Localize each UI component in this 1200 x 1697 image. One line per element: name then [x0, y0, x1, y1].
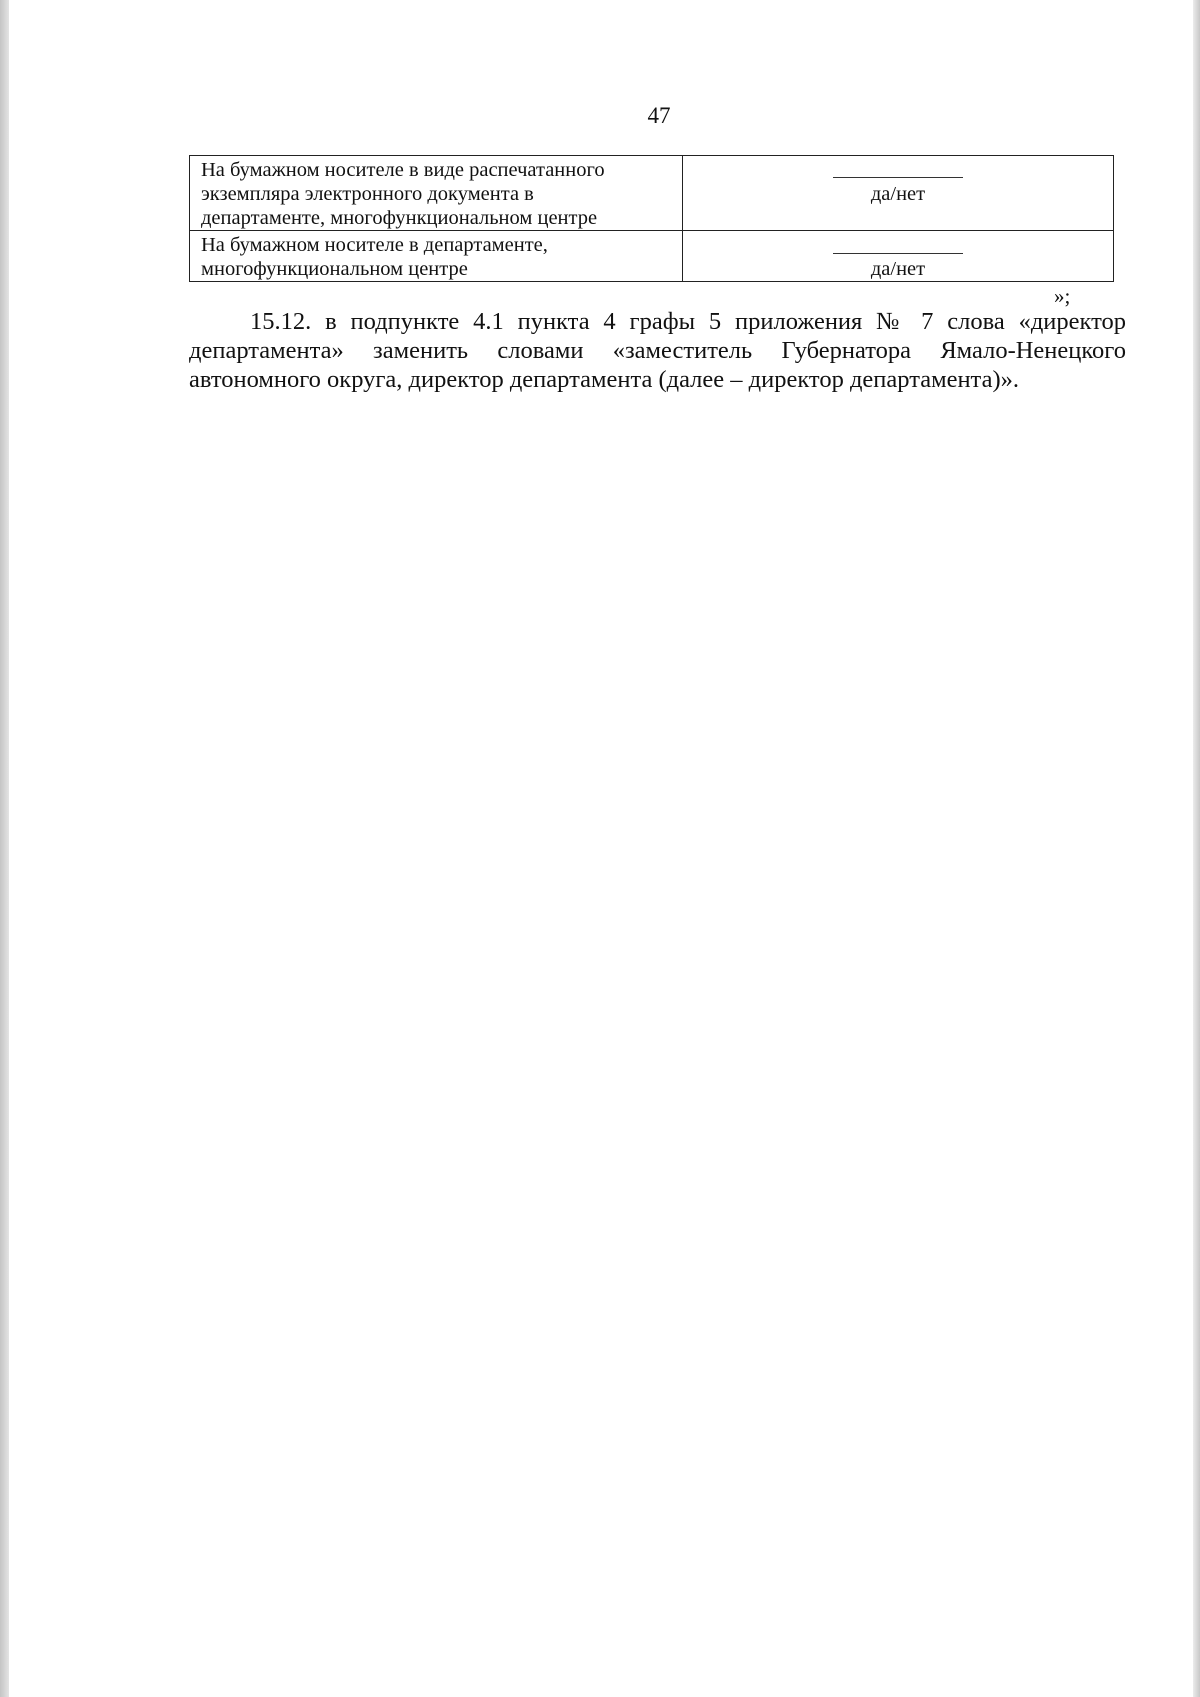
- fill-in-line: [833, 177, 963, 178]
- fill-in-line: [833, 253, 963, 254]
- scan-edge-right: [1193, 0, 1200, 1697]
- table-row: [190, 156, 1114, 231]
- method-text: На бумажном носителе в виде распечатанного экземпляра электронного документа в департаменте, многофункциональном центре: [201, 159, 605, 229]
- choice-cell: [683, 156, 1114, 231]
- method-text: На бумажном носителе в департаменте, многофункциональном центре: [201, 234, 548, 280]
- method-cell: [190, 231, 683, 282]
- page-number: 47: [647, 103, 671, 128]
- method-cell: [190, 156, 683, 231]
- choice-label: да/нет: [870, 183, 926, 205]
- amendment-paragraph: 15.12. в подпункте 4.1 пункта 4 графы 5 приложения № 7 слова «директор департамента» заменить словами «заместитель Губернатора Ямало-Ненецкого автономного округа, директор департамента (далее – директор департамента)».: [189, 308, 1126, 393]
- choice-cell: [683, 231, 1114, 282]
- closing-quote: »;: [1054, 284, 1071, 308]
- delivery-method-table: [189, 155, 1114, 282]
- scan-edge-left: [0, 0, 9, 1697]
- table-row: [190, 231, 1114, 282]
- choice-label: да/нет: [870, 258, 926, 280]
